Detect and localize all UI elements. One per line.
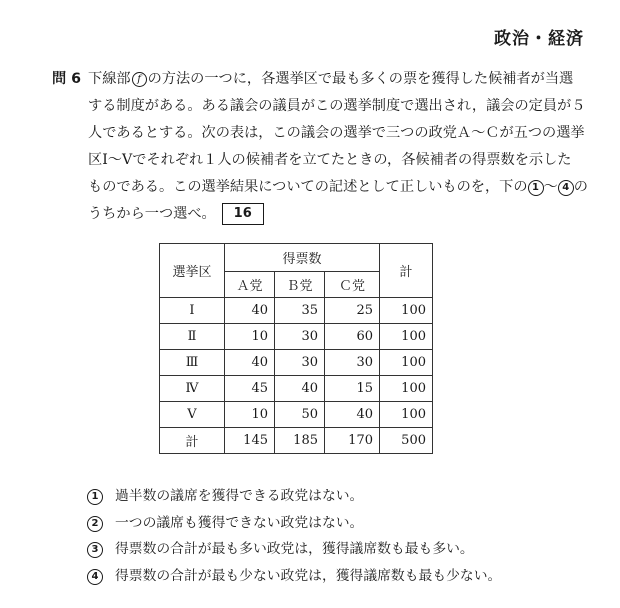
total-cell: 500	[380, 428, 433, 454]
header-district: 選挙区	[160, 244, 225, 298]
table-row	[160, 402, 433, 428]
choice-number: 3	[87, 542, 103, 558]
table-row	[160, 298, 433, 324]
total-cell: 100	[380, 350, 433, 376]
table-total-row	[160, 428, 433, 454]
choice-text: 得票数の合計が最も多い政党は，獲得議席数も最も多い。	[115, 541, 474, 557]
district-cell: Ⅰ	[160, 298, 225, 324]
choice-text: 得票数の合計が最も少ない政党は，獲得議席数も最も少ない。	[115, 567, 502, 584]
votes-b-cell: 50	[275, 402, 325, 428]
question-number: 問 6	[52, 71, 81, 87]
total-cell: 100	[380, 376, 433, 402]
question-line	[88, 120, 585, 147]
header-party-a: Ａ党	[225, 272, 275, 298]
question-text-fragment: 区Ⅰ～Ⅴでそれぞれ１人の候補者を立てたときの，各候補者の得票数を示した	[88, 152, 572, 168]
question-line	[88, 93, 586, 120]
subject-heading: 政治・経済	[494, 29, 584, 49]
votes-a-cell: 40	[225, 298, 275, 324]
underline-marker-f: f	[132, 72, 147, 87]
table-row	[160, 324, 433, 350]
votes-a-cell: 45	[225, 376, 275, 402]
votes-b-cell: 40	[275, 376, 325, 402]
choice-number: 1	[87, 489, 103, 505]
votes-c-cell: 30	[325, 350, 380, 376]
question-text-fragment: の	[573, 179, 588, 195]
choice-number: 4	[87, 569, 103, 585]
votes-b-cell: 185	[275, 428, 325, 454]
votes-a-cell: 145	[225, 428, 275, 454]
votes-c-cell: 15	[325, 376, 380, 402]
question-text	[88, 66, 588, 228]
header-total: 計	[380, 244, 433, 298]
question-block	[52, 66, 588, 228]
district-cell: 計	[160, 428, 225, 454]
question-line	[88, 174, 588, 201]
question-text-fragment: 下線部	[88, 71, 131, 87]
votes-a-cell: 10	[225, 324, 275, 350]
total-cell: 100	[380, 402, 433, 428]
choice-item-4[interactable]	[87, 564, 501, 591]
question-text-fragment: 人であるとする。次の表は，この議会の選挙で三つの政党Ａ～Ｃが五つの選挙	[88, 125, 585, 141]
header-party-c: Ｃ党	[325, 272, 380, 298]
choice-item-3[interactable]	[87, 537, 501, 564]
choice-number: 2	[87, 516, 103, 532]
votes-b-cell: 30	[275, 324, 325, 350]
vote-results-table	[159, 243, 433, 454]
votes-b-cell: 35	[275, 298, 325, 324]
votes-a-cell: 10	[225, 402, 275, 428]
votes-c-cell: 60	[325, 324, 380, 350]
choice-text: 過半数の議席を獲得できる政党はない。	[115, 488, 364, 504]
total-cell: 100	[380, 324, 433, 350]
choice-ref-1: 1	[528, 180, 544, 196]
question-text-fragment: ～	[543, 179, 558, 195]
choice-item-1[interactable]	[87, 484, 501, 511]
question-text-fragment: ものである。この選挙結果についての記述として正しいものを，下の	[88, 179, 528, 195]
district-cell: Ⅴ	[160, 402, 225, 428]
district-cell: Ⅳ	[160, 376, 225, 402]
header-party-b: Ｂ党	[275, 272, 325, 298]
total-cell: 100	[380, 298, 433, 324]
choice-item-2[interactable]	[87, 511, 501, 538]
district-cell: Ⅲ	[160, 350, 225, 376]
votes-a-cell: 40	[225, 350, 275, 376]
district-cell: Ⅱ	[160, 324, 225, 350]
header-votes: 得票数	[225, 244, 380, 272]
question-line	[88, 201, 572, 228]
votes-c-cell: 25	[325, 298, 380, 324]
question-line	[88, 147, 572, 174]
votes-c-cell: 170	[325, 428, 380, 454]
answer-box[interactable]: 16	[222, 203, 264, 225]
votes-b-cell: 30	[275, 350, 325, 376]
choice-list	[87, 484, 501, 590]
question-text-fragment: する制度がある。ある議会の議員がこの選挙制度で選出され，議会の定員が５	[88, 98, 586, 114]
question-line	[88, 66, 572, 93]
question-text-fragment: うちから一つ選べ。	[88, 206, 216, 222]
table-row	[160, 350, 433, 376]
choice-ref-4: 4	[558, 180, 574, 196]
question-text-fragment: の方法の一つに，各選挙区で最も多くの票を獲得した候補者が当選	[147, 71, 574, 87]
votes-c-cell: 40	[325, 402, 380, 428]
table-row	[160, 376, 433, 402]
choice-text: 一つの議席も獲得できない政党はない。	[115, 514, 364, 531]
